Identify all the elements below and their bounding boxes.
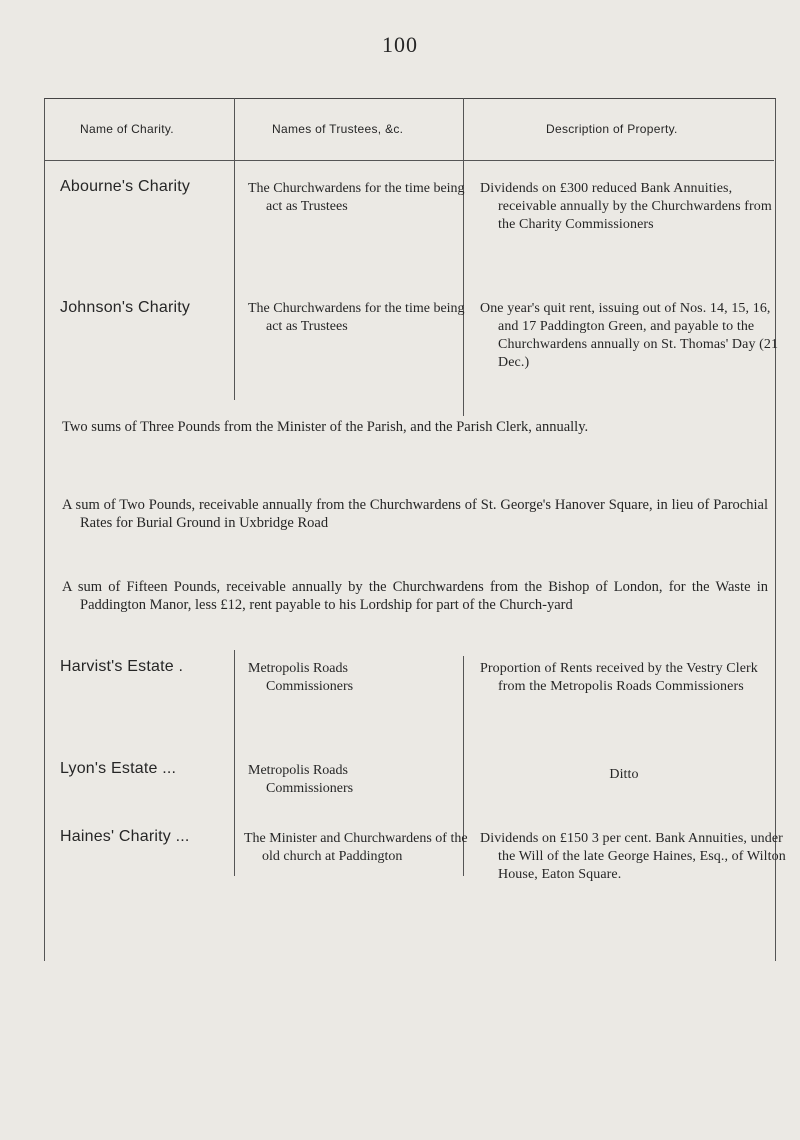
description-cell: Proportion of Rents received by the Vestry Clerk from the Metropolis Roads Commissioners bbox=[480, 661, 758, 694]
header-description-of-property: Description of Property. bbox=[546, 122, 678, 136]
description-cell: Ditto bbox=[609, 767, 639, 782]
trustees-cell: Metropolis Roads Commissioners bbox=[248, 661, 354, 694]
paragraph: A sum of Two Pounds, receivable annually from the Churchwardens of St. George's Hanover Square, in lieu of Parochial Rates for Burial Ground in Uxbridge Road bbox=[62, 497, 768, 531]
description-cell: Dividends on £150 3 per cent. Bank Annuities, under the Will of the late George Haines, Esq., of Wilton House, Eaton Square. bbox=[480, 831, 786, 882]
paragraph: A sum of Fifteen Pounds, receivable annually by the Churchwardens from the Bishop of London, for the Waste in Paddington Manor, less £12, rent payable to his Lordship for part of the Church-yard bbox=[62, 579, 768, 613]
charity-name: Abourne's Charity bbox=[60, 178, 191, 195]
description-cell: One year's quit rent, issuing out of Nos. 14, 15, 16, and 17 Paddington Green, and payable to the Churchwardens annually on St. Thomas' Day (21 Dec.) bbox=[480, 301, 779, 370]
description-cell: Dividends on £300 reduced Bank Annuities, receivable annually by the Churchwardens from the Charity Commissioners bbox=[480, 181, 772, 232]
charity-name: Lyon's Estate ... bbox=[60, 760, 177, 777]
trustees-cell: The Churchwardens for the time being act as Trustees bbox=[248, 181, 465, 214]
column-divider bbox=[234, 98, 235, 400]
trustees-cell: Metropolis Roads Commissioners bbox=[248, 763, 354, 796]
header-name-of-charity: Name of Charity. bbox=[80, 122, 174, 136]
charity-name: Johnson's Charity bbox=[60, 299, 191, 316]
header-divider bbox=[44, 160, 774, 161]
paragraph: Two sums of Three Pounds from the Minister of the Parish, and the Parish Clerk, annually. bbox=[62, 419, 589, 435]
header-names-of-trustees: Names of Trustees, &c. bbox=[272, 122, 404, 136]
trustees-cell: The Minister and Churchwardens of the old church at Paddington bbox=[244, 831, 468, 864]
trustees-cell: The Churchwardens for the time being act as Trustees bbox=[248, 301, 465, 334]
column-divider bbox=[463, 98, 464, 416]
charity-name: Haines' Charity ... bbox=[60, 828, 190, 845]
charity-name: Harvist's Estate . bbox=[60, 658, 184, 675]
page-number: 100 bbox=[382, 32, 418, 57]
column-divider bbox=[234, 650, 235, 876]
